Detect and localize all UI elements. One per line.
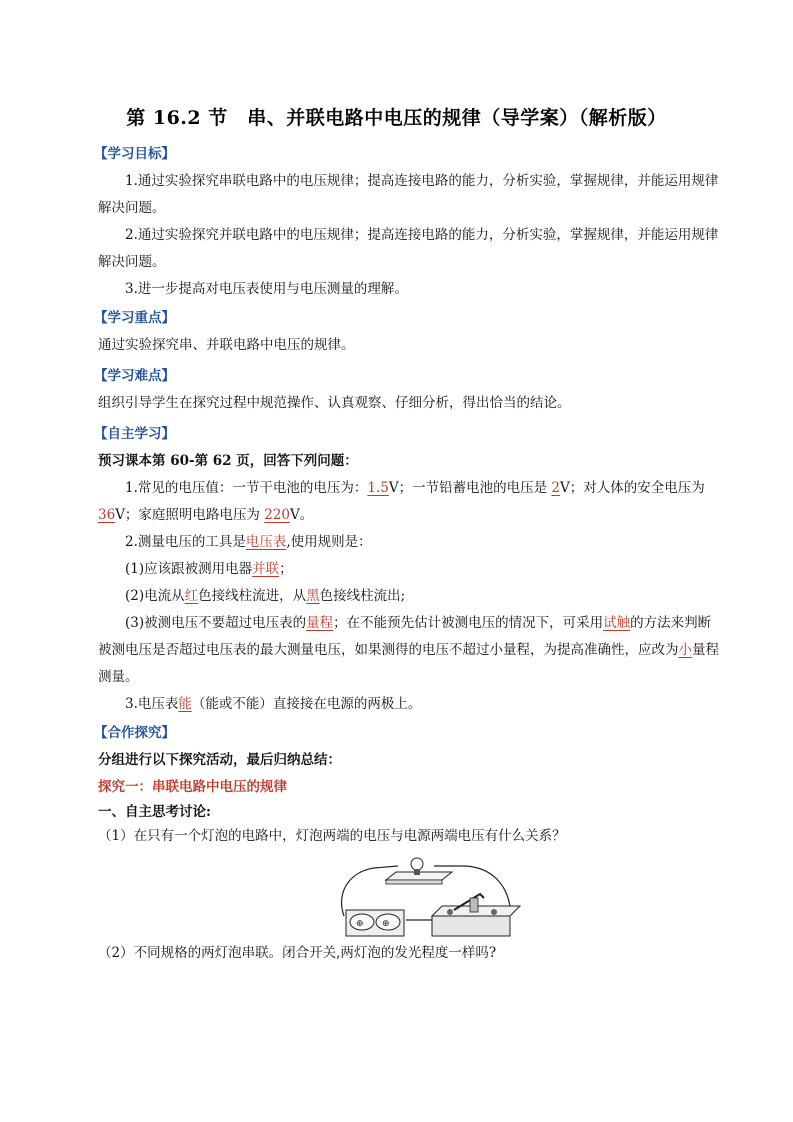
self-study-q1: 1.常见的电压值：一节干电池的电压为：1.5V；一节铅蓄电池的电压是 2V；对人体的安全电压为 36V；家庭照明电路电压为 220V。: [98, 480, 705, 523]
key-text: 通过实验探究串、并联电路中电压的规律。: [98, 337, 355, 353]
coop-question-1: （1）在只有一个灯泡的电路中，灯泡两端的电压与电源两端电压有什么关系？: [98, 828, 566, 844]
rule-1: (1)应该跟被测用电器并联；: [125, 561, 293, 577]
self-study-q3: 3.电压表能（能或不能）直接接在电源的两极上。: [125, 696, 422, 712]
answer-dry-cell: 1.5: [367, 480, 389, 496]
goal-item-2: 2.通过实验探究并联电路中的电压规律；提高连接电路的能力，分析实验，掌握规律，并能运用规律解决问题。: [98, 227, 719, 270]
goal-item-1: 1.通过实验探究串联电路中的电压规律；提高连接电路的能力，分析实验，掌握规律，并能运用规律解决问题。: [98, 173, 719, 216]
document-content: [94, 142, 723, 967]
coop-intro: 分组进行以下探究活动，最后归纳总结：: [98, 752, 341, 768]
svg-text:⊕: ⊕: [356, 919, 364, 929]
self-study-intro: 预习课本第 60-第 62 页，回答下列问题：: [98, 453, 358, 469]
heading-self-study: 【自主学习】: [94, 426, 175, 442]
answer-lead-battery: 2: [551, 480, 561, 496]
answer-parallel: 并联: [252, 561, 280, 577]
svg-text:⊕: ⊕: [382, 919, 390, 929]
rule-3: (3)被测电压不要超过电压表的量程；在不能预先估计被测电压的情况下，可采用试触的方法来判断被测电压是否超过电压表的最大测量电压，如果测得的电压不超过小量程，为提高准确性，应改为小量程测量。: [98, 615, 719, 685]
answer-voltmeter: 电压表: [245, 534, 287, 550]
section-1-title: 一、自主思考讨论:: [98, 804, 211, 820]
self-study-q2: 2.测量电压的工具是电压表,使用规则是：: [125, 534, 372, 550]
goal-item-3: 3.进一步提高对电压表使用与电压测量的理解。: [125, 281, 408, 297]
answer-range: 量程: [306, 615, 334, 631]
circuit-figure: [334, 854, 454, 934]
answer-household-voltage: 220: [264, 507, 291, 523]
circuit-diagram-icon: [334, 854, 524, 940]
heading-goals: 【学习目标】: [94, 146, 175, 162]
heading-difficulty: 【学习难点】: [94, 368, 175, 384]
rule-2: (2)电流从红色接线柱流进，从黑色接线柱流出;: [125, 588, 406, 604]
heading-coop: 【合作探究】: [94, 725, 175, 741]
answer-safe-voltage: 36: [98, 507, 116, 523]
page-title: 第 16.2 节 串、并联电路中电压的规律（导学案）（解析版）: [126, 107, 667, 129]
answer-can: 能: [178, 696, 192, 712]
answer-red: 红: [184, 588, 199, 604]
answer-trial-touch: 试触: [603, 615, 631, 631]
answer-black: 黑: [306, 588, 320, 604]
heading-key: 【学习重点】: [94, 310, 175, 326]
difficulty-text: 组织引导学生在探究过程中规范操作、认真观察、仔细分析，得出恰当的结论。: [98, 395, 571, 411]
inquiry-1-title: 探究一：串联电路中电压的规律: [98, 779, 287, 795]
coop-question-2: （2）不同规格的两灯泡串联。闭合开关,两灯泡的发光程度一样吗?: [98, 945, 497, 961]
answer-small: 小: [678, 642, 692, 658]
